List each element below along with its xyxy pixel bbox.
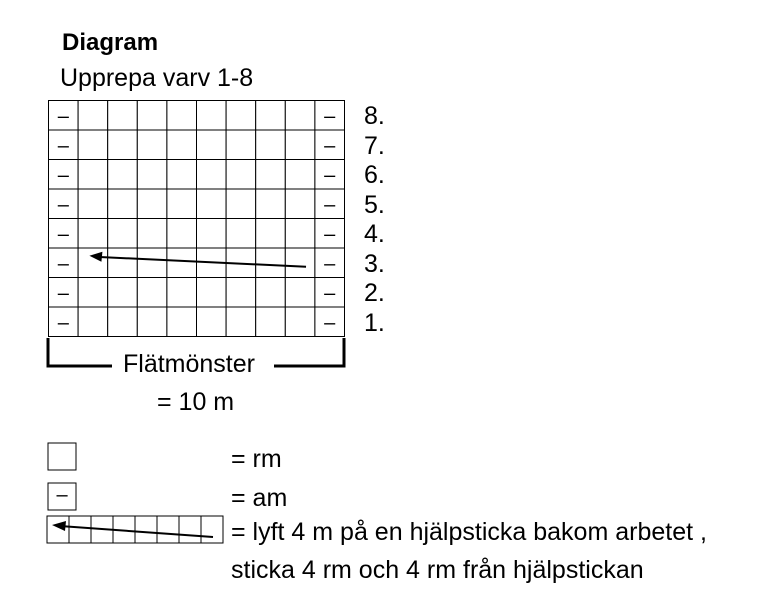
diagram-subtitle: Upprepa varv 1-8 (60, 64, 254, 92)
row-number: 6. (364, 161, 385, 189)
legend-purl-dash: – (56, 484, 68, 506)
row-number: 1. (364, 308, 385, 337)
purl-symbol: – (324, 252, 336, 275)
row-number: 4. (364, 220, 385, 248)
legend-knit-text: = rm (231, 445, 282, 473)
purl-symbol: – (57, 134, 69, 157)
legend-knit-symbol (48, 443, 76, 470)
purl-symbol: – (324, 193, 336, 216)
purl-symbol: – (324, 223, 336, 246)
legend-purl-text: = am (231, 484, 288, 512)
purl-symbol: – (57, 164, 69, 187)
purl-symbol: – (324, 134, 336, 157)
pattern-label: Flätmönster (123, 350, 255, 378)
purl-symbol: – (57, 105, 69, 128)
legend-cable-text: = lyft 4 m på en hjälpsticka bakom arbetet , (231, 518, 707, 546)
row-number: 5. (364, 190, 385, 219)
legend-cable-symbol (47, 516, 223, 543)
row-number: 2. (364, 279, 385, 307)
purl-symbol: – (324, 311, 336, 334)
row-number: 3. (364, 249, 385, 278)
purl-symbol: – (57, 193, 69, 216)
purl-symbol: – (324, 282, 336, 305)
purl-symbol: – (57, 223, 69, 246)
stitch-count: = 10 m (157, 388, 235, 416)
purl-symbol: – (57, 252, 69, 275)
purl-symbol: – (324, 105, 336, 128)
diagram-title: Diagram (62, 29, 159, 56)
legend-cable-text-2: sticka 4 rm och 4 rm från hjälpstickan (231, 556, 644, 584)
purl-symbol: – (57, 311, 69, 334)
row-number: 7. (364, 131, 385, 160)
purl-symbol: – (57, 282, 69, 305)
purl-symbol: – (324, 164, 336, 187)
row-number: 8. (364, 102, 385, 130)
